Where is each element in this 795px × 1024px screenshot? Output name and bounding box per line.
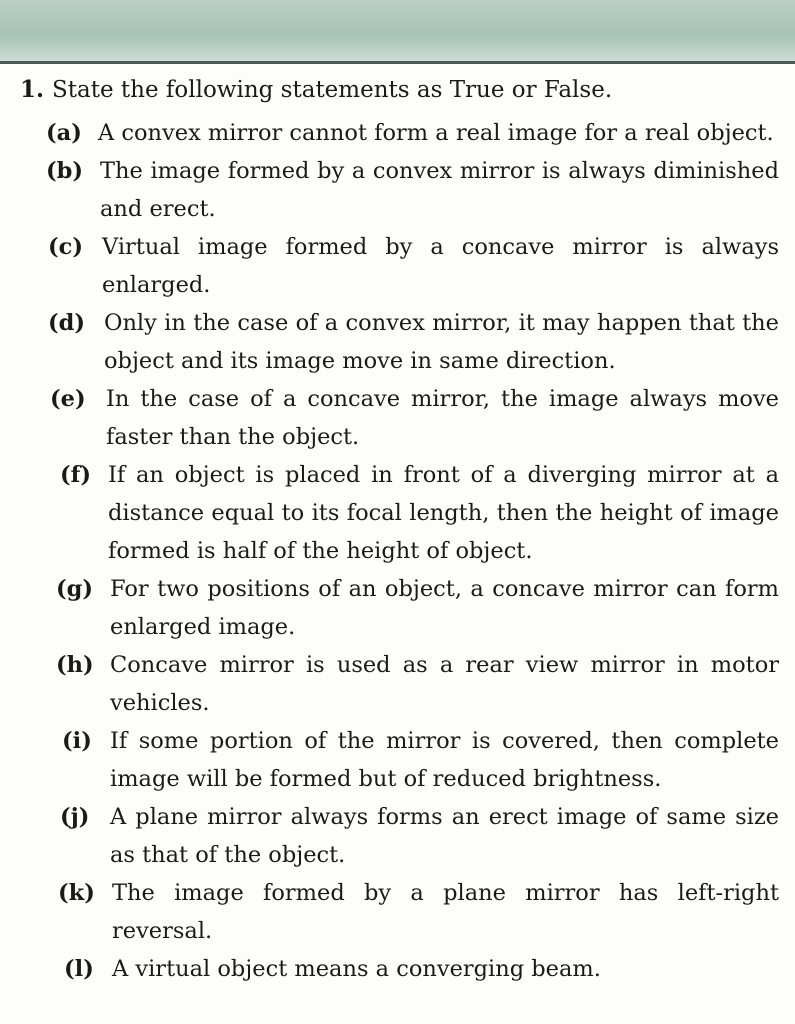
statement-list [0, 114, 795, 988]
statement-item [58, 874, 795, 950]
statement-label: (c) [48, 234, 83, 260]
statement-item [56, 646, 795, 722]
question-heading [20, 76, 612, 103]
statement-item [56, 570, 795, 646]
question-number: 1. [20, 76, 45, 103]
statement-item [46, 152, 795, 228]
statement-text: Only in the case of a convex mirror, it may happen that the object and its image move in same direction. [104, 310, 779, 374]
statement-item [46, 114, 795, 152]
statement-label: (b) [46, 158, 84, 184]
statement-item [60, 456, 795, 570]
statement-label: (j) [60, 804, 90, 830]
statement-label: (g) [56, 576, 94, 602]
statement-item [48, 304, 795, 380]
statement-item [64, 950, 795, 988]
statement-label: (f) [60, 462, 91, 488]
statement-text: If some portion of the mirror is covered, then complete image will be formed but of reduced brightness. [110, 728, 779, 792]
statement-text: In the case of a concave mirror, the image always move faster than the object. [106, 386, 779, 450]
statement-text: A virtual object means a converging beam. [112, 956, 601, 982]
statement-text: A convex mirror cannot form a real image for a real object. [98, 120, 774, 146]
statement-label: (k) [58, 880, 95, 906]
statement-label: (h) [56, 652, 94, 678]
statement-text: Concave mirror is used as a rear view mirror in motor vehicles. [110, 652, 779, 716]
statement-text: For two positions of an object, a concave mirror can form enlarged image. [110, 576, 779, 640]
statement-label: (d) [48, 310, 86, 336]
statement-text: If an object is placed in front of a diverging mirror at a distance equal to its focal length, then the height of image formed is half of the height of object. [108, 462, 779, 564]
statement-item [60, 798, 795, 874]
header-band [0, 0, 795, 64]
statement-text: The image formed by a convex mirror is always diminished and erect. [100, 158, 779, 222]
statement-text: The image formed by a plane mirror has left-right reversal. [112, 880, 779, 944]
statement-label: (i) [62, 728, 92, 754]
statement-text: Virtual image formed by a concave mirror is always enlarged. [102, 234, 779, 298]
statement-item [50, 380, 795, 456]
statement-label: (a) [46, 120, 82, 146]
statement-item [62, 722, 795, 798]
statement-label: (e) [50, 386, 86, 412]
question-prompt: State the following statements as True or False. [52, 77, 613, 103]
statement-text: A plane mirror always forms an erect image of same size as that of the object. [110, 804, 779, 868]
statement-item [48, 228, 795, 304]
statement-label: (l) [64, 956, 94, 982]
